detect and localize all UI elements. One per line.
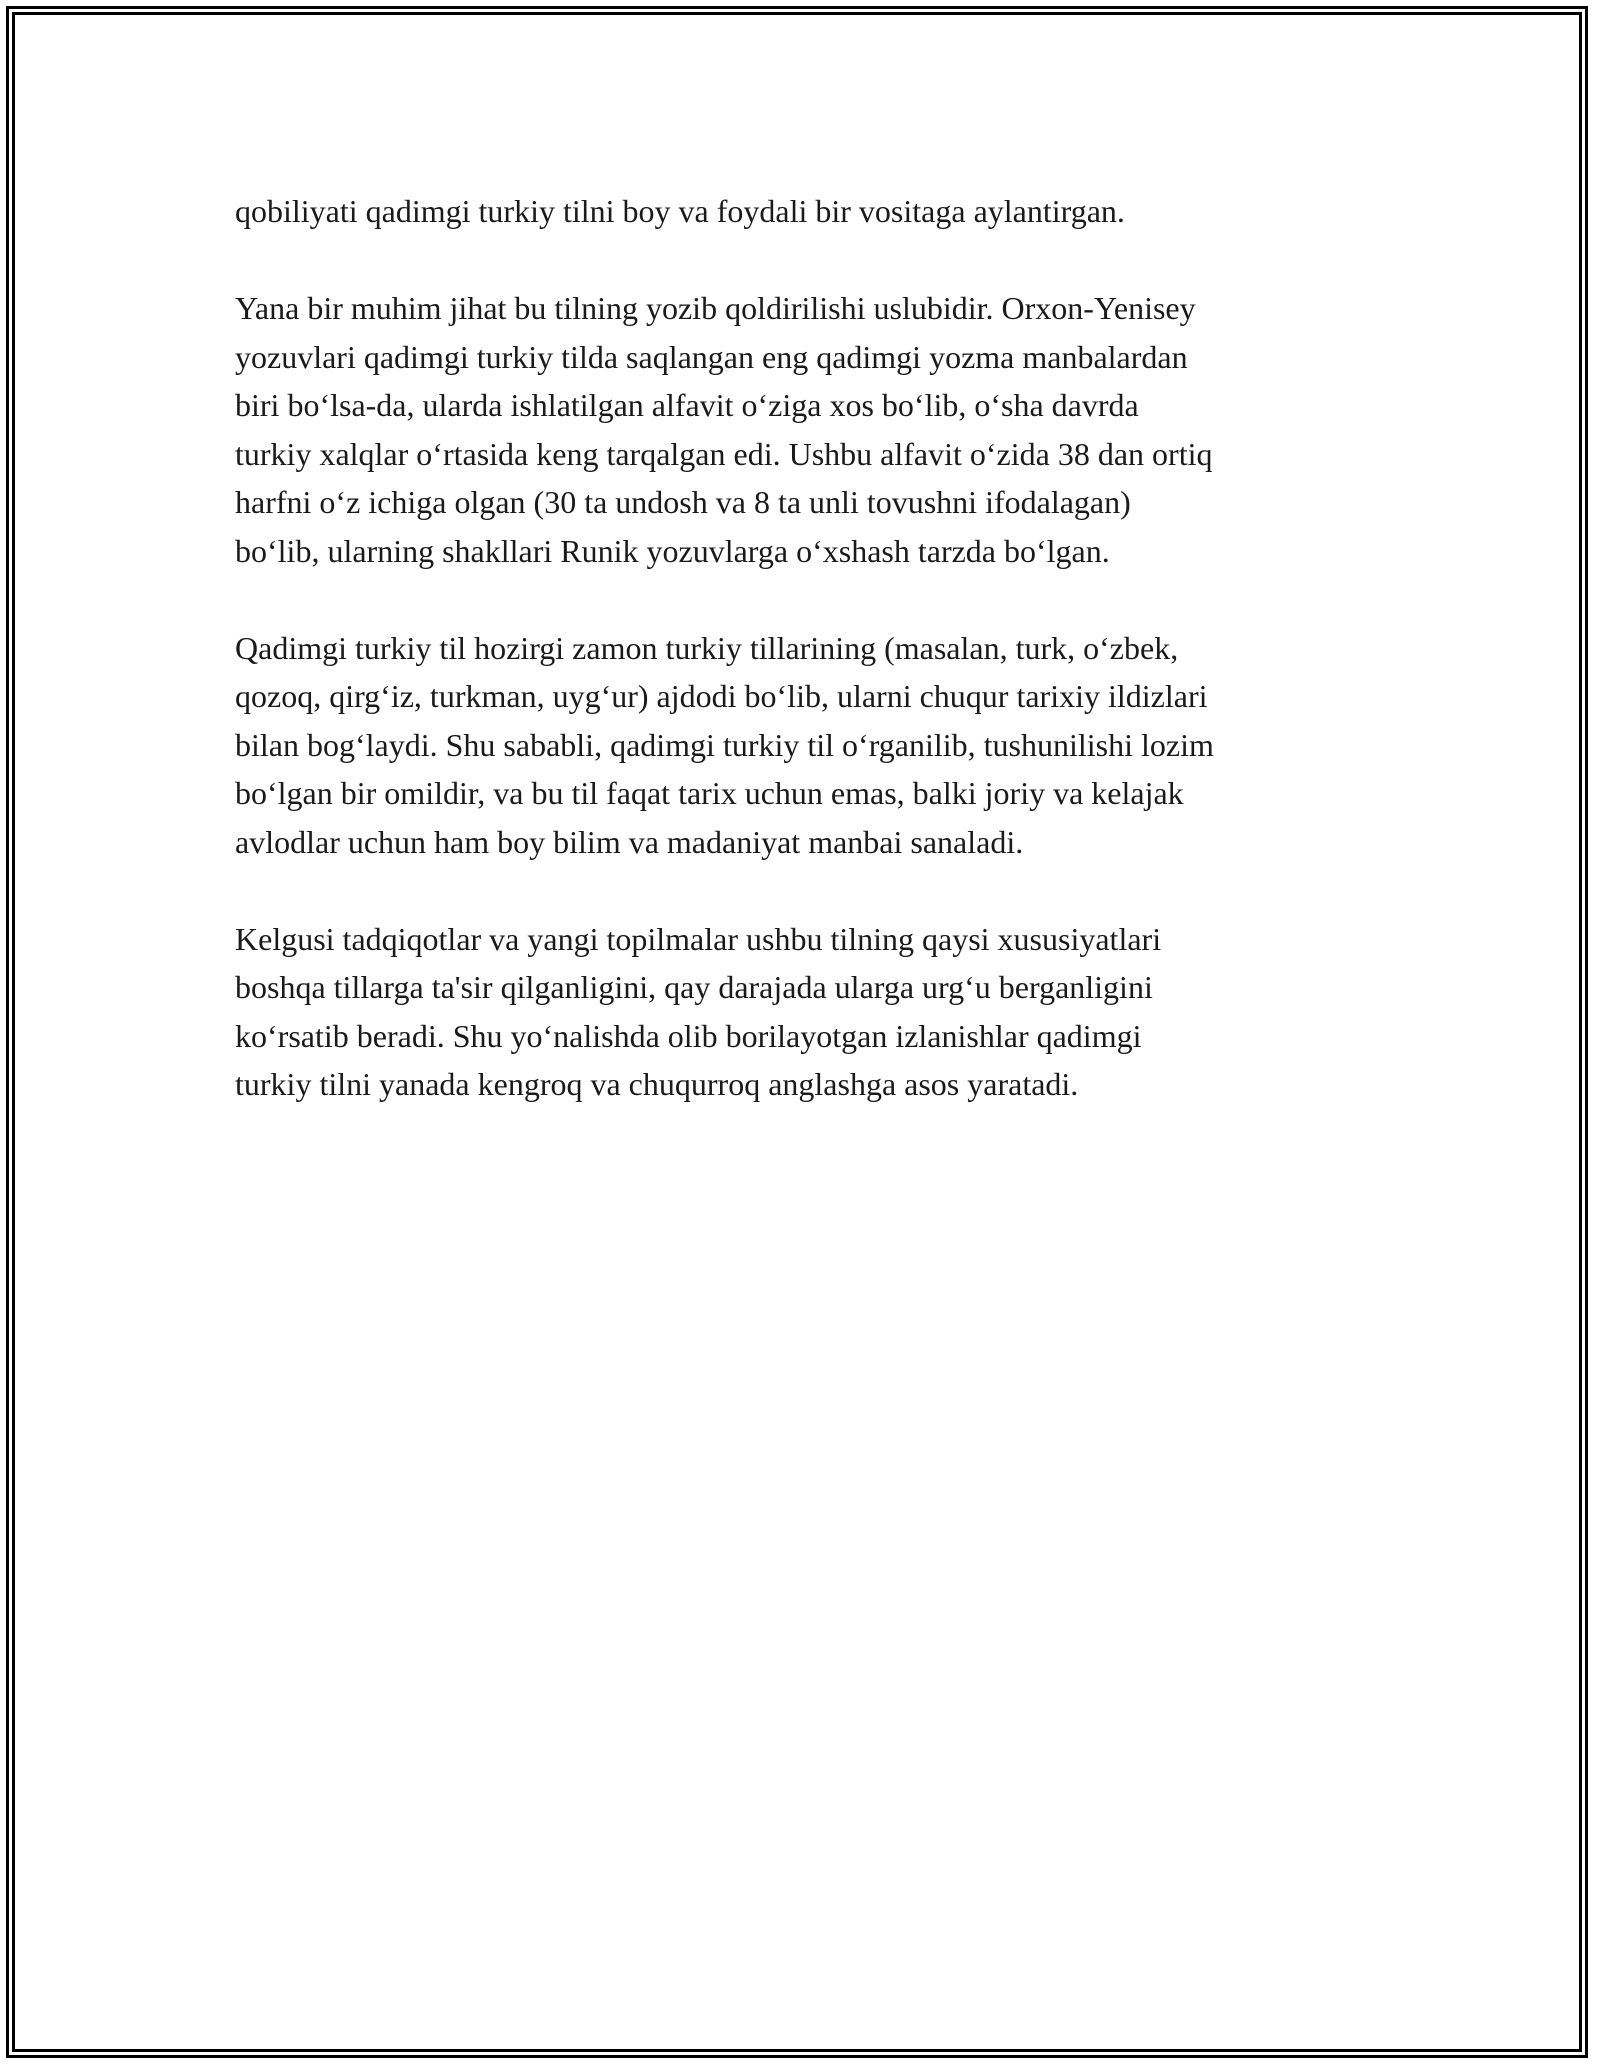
text-line: qozoq, qirg‘iz, turkman, uyg‘ur) ajdodi bo‘lib, ularni chuqur tarixiy ildizlari — [235, 678, 1208, 714]
text-line: yozuvlari qadimgi turkiy tilda saqlangan eng qadimgi yozma manbalardan — [235, 338, 1188, 375]
text-line: biri bo‘lsa-da, ularda ishlatilgan alfavit o‘ziga xos bo‘lib, o‘sha davrda — [235, 387, 1139, 423]
text-line: ko‘rsatib beradi. Shu yo‘nalishda olib borilayotgan izlanishlar qadimgi — [235, 1017, 1142, 1054]
text-line: bo‘lgan bir omildir, va bu til faqat tarix uchun emas, balki joriy va kelajak — [235, 775, 1184, 811]
text-line: turkiy tilni yanada kengroq va chuqurroq anglashga asos yaratadi. — [235, 1066, 1079, 1102]
text-line: turkiy xalqlar o‘rtasida keng tarqalgan edi. Ushbu alfavit o‘zida 38 dan ortiq — [235, 435, 1213, 472]
text-line: harfni o‘z ichiga olgan (30 ta undosh va 8 ta unli tovushni ifodalagan) — [235, 484, 1131, 520]
text-line: bo‘lib, ularning shakllari Runik yozuvlarga o‘xshash tarzda bo‘lgan. — [235, 532, 1110, 569]
text-line: qobiliyati qadimgi turkiy tilni boy va foydali bir vositaga aylantirgan. — [235, 193, 1125, 229]
paragraph-4 — [235, 915, 1405, 1109]
text-line: Qadimgi turkiy til hozirgi zamon turkiy tillarining (masalan, turk, o‘zbek, — [235, 629, 1179, 666]
paragraph-2 — [235, 284, 1405, 575]
document-body — [235, 187, 1405, 1157]
text-line: bilan bog‘laydi. Shu sababli, qadimgi turkiy til o‘rganilib, tushunilishi lozim — [235, 726, 1214, 763]
text-line: boshqa tillarga ta'sir qilganligini, qay darajada ularga urg‘u berganligini — [235, 969, 1153, 1005]
text-line: Kelgusi tadqiqotlar va yangi topilmalar ushbu tilning qaysi xususiyatlari — [235, 920, 1162, 957]
paragraph-1 — [235, 187, 1405, 236]
paragraph-3 — [235, 624, 1405, 867]
text-line: Yana bir muhim jihat bu tilning yozib qoldirilishi uslubidir. Orxon-Yenisey — [235, 290, 1196, 326]
text-line: avlodlar uchun ham boy bilim va madaniyat manbai sanaladi. — [235, 823, 1024, 860]
